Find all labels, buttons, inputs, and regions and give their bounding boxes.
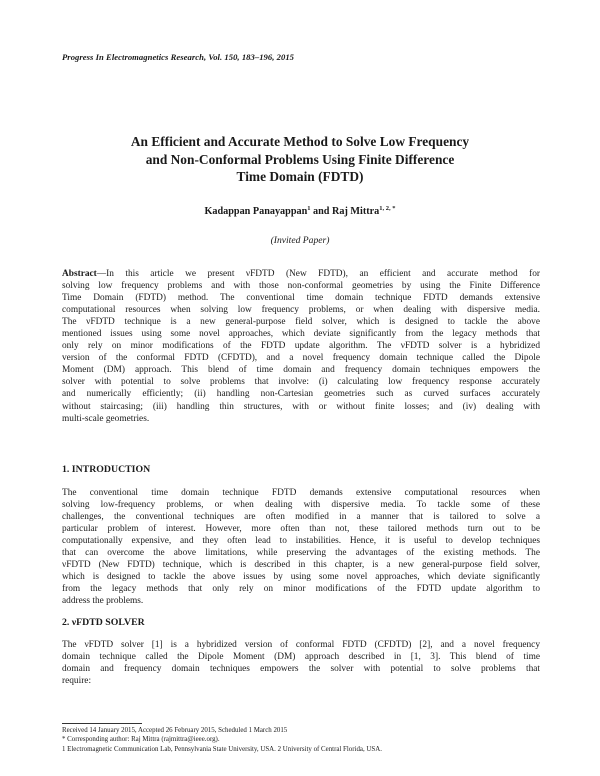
body-line: require: — [62, 676, 92, 687]
invited-paper-note: (Invited Paper) — [270, 235, 330, 246]
body-line: domain technique called the Dipole Moment (DM) approach described in [1, 3]. This blend of time — [62, 652, 540, 663]
author-name: Raj Mittra — [332, 206, 380, 217]
affiliations-note: 1 Electromagnetic Communication Lab, Pennsylvania State University, USA. 2 University of Central Florida, USA. — [62, 746, 382, 753]
introduction-paragraph — [62, 487, 540, 607]
author-affiliation-mark: 1 — [307, 205, 311, 212]
title-line: An Efficient and Accurate Method to Solve Low Frequency — [130, 134, 470, 149]
abstract-line: Moment (DM) approach. This blend of time domain and frequency domain techniques empowers the — [62, 365, 540, 376]
body-line: domain and frequency domain techniques empowers the solver with potential to solve problems that — [62, 664, 540, 675]
body-line: that can overcome the above limitations, while preserving the advantages of the existing methods. The — [62, 548, 540, 559]
paper-title — [60, 133, 540, 186]
body-line: particular problem of interest. However, more often than not, these tailored methods turn out to be — [62, 524, 540, 535]
section-heading-solver: 2. νFDTD SOLVER — [62, 617, 145, 628]
body-line: The conventional time domain technique FDTD demands extensive computational resources when — [62, 488, 540, 498]
abstract-line: Time Domain (FDTD) method. The conventional time domain technique FDTD demands extensive — [62, 293, 540, 304]
corresponding-author-note: * Corresponding author: Raj Mittra (rajmittra@ieee.org). — [62, 736, 220, 743]
author-conjunction: and — [310, 206, 333, 217]
body-line: challenges, the conventional techniques are often modified in a manner that is tailored to solve a — [62, 512, 540, 523]
abstract-line: and numerically efficiently; (ii) handling non-Cartesian geometries such as curved surfaces accurately — [62, 389, 540, 400]
abstract-line: version of the conformal FDTD (CFDTD), and a novel frequency domain technique called the Dipole — [62, 353, 540, 364]
abstract-line: only rely on minor modifications of the FDTD update algorithm. The νFDTD solver is a hybridized — [62, 341, 540, 352]
section-heading-introduction: 1. INTRODUCTION — [62, 464, 151, 475]
body-line: which is designed to tackle the above issues by using some novel approaches, which deviate significantly — [62, 572, 540, 583]
footnote-divider — [62, 723, 142, 724]
author-name: Kadappan Panayappan — [204, 206, 308, 217]
abstract-line: solving low frequency problems and with those non-conformal geometries by using the Finite Difference — [62, 281, 540, 292]
body-line: address the problems. — [62, 596, 144, 607]
abstract-paragraph — [62, 268, 540, 425]
abstract-line: solver with potential to solve problems that involve: (i) calculating low frequency response accurately — [62, 377, 540, 388]
journal-header: Progress In Electromagnetics Research, Vol. 150, 183–196, 2015 — [62, 52, 295, 62]
body-line: The νFDTD solver [1] is a hybridized version of conformal FDTD (CFDTD) [2], and a novel frequency — [62, 640, 540, 650]
abstract-line: without staircasing; (iii) handling thin structures, with or without finite losses; and (iv) dealing with — [62, 401, 540, 412]
body-line: νFDTD (New FDTD) technique, which is described in this chapter, is a new general-purpose field solver, — [62, 560, 540, 571]
title-line: and Non-Conformal Problems Using Finite Difference — [145, 151, 455, 167]
abstract-line: mentioned issues using some novel approaches, which deviate significantly from the legacy methods that — [62, 329, 540, 340]
abstract-line — [62, 268, 540, 280]
abstract-label: Abstract — [62, 269, 97, 279]
solver-paragraph — [62, 639, 540, 687]
body-line: from the legacy methods that only rely on minor modifications of the FDTD update algorithm to — [62, 584, 540, 595]
abstract-line: computational resources when solving low frequency problems, or when dealing with dispersive media. — [62, 305, 540, 316]
received-dates: Received 14 January 2015, Accepted 26 February 2015, Scheduled 1 March 2015 — [62, 727, 288, 734]
abstract-line: multi-scale geometries. — [62, 413, 150, 424]
author-affiliation-mark: 1, 2, * — [379, 205, 396, 212]
body-line: solving low-frequency problems, or when dealing with dispersive media. To tackle some of these — [62, 500, 540, 511]
author-list — [60, 206, 540, 217]
abstract-text: —In this article we present νFDTD (New FDTD), an efficient and accurate method for — [96, 269, 540, 279]
body-line: computationally expensive, and they often lead to instabilities. Hence, it is useful to develop techniques — [62, 536, 540, 547]
abstract-line: The νFDTD technique is a new general-purpose field solver, which is designed to tackle the above — [62, 317, 540, 328]
title-line: Time Domain (FDTD) — [236, 169, 364, 184]
